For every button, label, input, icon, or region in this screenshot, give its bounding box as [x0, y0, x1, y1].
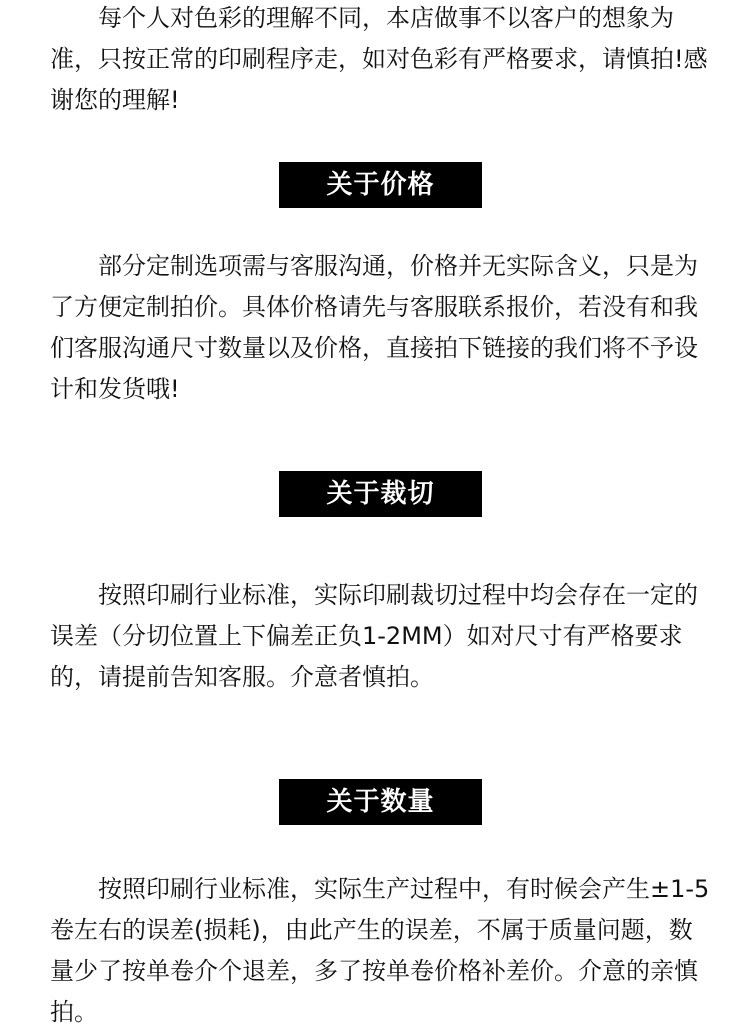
cutting-notice-paragraph: 按照印刷行业标准，实际印刷裁切过程中均会存在一定的误差（分切位置上下偏差正负1-2MM）如对尺寸有严格要求的，请提前告知客服。介意者慎拍。	[50, 581, 698, 691]
quantity-section-heading: 关于数量	[279, 779, 482, 825]
quantity-notice-paragraph: 按照印刷行业标准，实际生产过程中，有时候会产生±1-5卷左右的误差(损耗)，由此产生的误差，不属于质量问题，数量少了按单卷介个退差，多了按单卷价格补差价。介意的亲慎拍。	[50, 875, 710, 1026]
color-notice-paragraph: 每个人对色彩的理解不同，本店做事不以客户的想象为准，只按正常的印刷程序走，如对色彩有严格要求，请慎拍!感谢您的理解!	[50, 4, 708, 114]
price-notice-paragraph: 部分定制选项需与客服沟通，价格并无实际含义，只是为了方便定制拍价。具体价格请先与客服联系报价，若没有和我们客服沟通尺寸数量以及价格，直接拍下链接的我们将不予设计和发货哦!	[50, 252, 698, 403]
cutting-section-heading: 关于裁切	[279, 471, 482, 517]
price-section-heading: 关于价格	[279, 162, 482, 208]
